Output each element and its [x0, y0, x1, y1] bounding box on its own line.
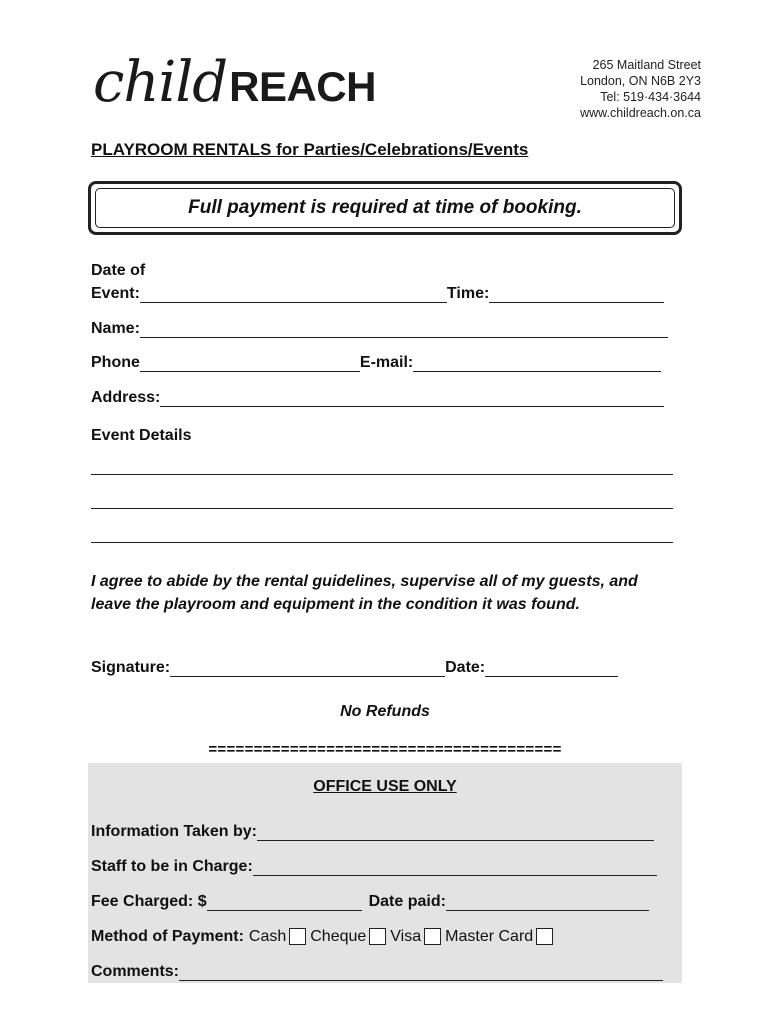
logo-child-text: child — [93, 50, 228, 115]
signature-field[interactable] — [170, 660, 445, 677]
agreement-text: I agree to abide by the rental guidelines, supervise all of my guests, and leave the playroom and equipment in the condition it was found. — [91, 573, 638, 613]
address-block — [580, 57, 701, 121]
separator-line: ======================================= — [208, 741, 562, 758]
event-details-row — [91, 427, 191, 445]
date-paid-field[interactable] — [446, 894, 649, 911]
email-label: E-mail: — [359, 354, 414, 371]
address-street: 265 Maitland Street — [592, 58, 701, 72]
comments-label: Comments: — [91, 963, 180, 980]
date-of-label: Date of — [91, 262, 146, 279]
staff-label: Staff to be in Charge: — [91, 858, 253, 875]
staff-field[interactable] — [253, 859, 657, 876]
event-label: Event: — [91, 285, 140, 302]
signature-date-field[interactable] — [485, 660, 618, 677]
method-visa-label: Visa — [390, 928, 422, 945]
info-taken-field[interactable] — [257, 824, 654, 841]
phone-email-row — [91, 354, 661, 372]
address-city: London, ON N6B 2Y3 — [580, 74, 701, 88]
signature-row — [91, 659, 618, 677]
event-date-field[interactable] — [140, 286, 447, 303]
method-mastercard-label: Master Card — [445, 928, 534, 945]
payment-banner-inner — [95, 188, 675, 228]
phone-label: Phone — [91, 354, 140, 371]
signature-label: Signature: — [91, 659, 171, 676]
time-field[interactable] — [489, 286, 664, 303]
fee-field[interactable] — [207, 894, 362, 911]
payment-method-label: Method of Payment: — [91, 928, 244, 945]
cheque-checkbox[interactable] — [369, 928, 386, 945]
signature-date-label: Date: — [445, 659, 486, 676]
fee-row — [91, 893, 649, 911]
comments-field[interactable] — [179, 964, 663, 981]
fee-label: Fee Charged: $ — [91, 893, 207, 910]
time-label: Time: — [446, 285, 490, 302]
method-cheque-label: Cheque — [310, 928, 367, 945]
name-field[interactable] — [140, 321, 668, 338]
address-tel: Tel: 519·434·3644 — [600, 90, 701, 104]
cash-checkbox[interactable] — [289, 928, 306, 945]
comments-row — [91, 963, 663, 981]
method-cash-label: Cash — [248, 928, 287, 945]
event-details-line-3[interactable] — [91, 542, 673, 543]
info-taken-label: Information Taken by: — [91, 823, 257, 840]
date-of-label-row — [91, 262, 145, 280]
payment-banner — [88, 181, 682, 235]
office-use-section — [88, 763, 682, 983]
payment-method-row — [91, 928, 557, 946]
logo-reach-text: REACH — [229, 63, 376, 110]
address-label: Address: — [91, 389, 161, 406]
email-field[interactable] — [413, 355, 661, 372]
no-refunds-text: No Refunds — [340, 703, 430, 720]
childreach-logo — [93, 50, 376, 120]
event-date-row — [91, 285, 664, 303]
phone-field[interactable] — [140, 355, 360, 372]
address-field[interactable] — [160, 390, 664, 407]
office-use-title: OFFICE USE ONLY — [313, 778, 457, 795]
name-label: Name: — [91, 320, 140, 337]
address-row — [91, 389, 664, 407]
info-taken-row — [91, 823, 654, 841]
payment-banner-text: Full payment is required at time of booking. — [188, 197, 582, 218]
event-details-label: Event Details — [91, 427, 192, 444]
event-details-line-2[interactable] — [91, 508, 673, 509]
date-paid-label: Date paid: — [368, 893, 446, 910]
page-title: PLAYROOM RENTALS for Parties/Celebrations/Events — [91, 140, 529, 159]
name-row — [91, 320, 668, 338]
visa-checkbox[interactable] — [424, 928, 441, 945]
address-web: www.childreach.on.ca — [580, 106, 701, 120]
staff-row — [91, 858, 657, 876]
event-details-line-1[interactable] — [91, 474, 673, 475]
mastercard-checkbox[interactable] — [536, 928, 553, 945]
